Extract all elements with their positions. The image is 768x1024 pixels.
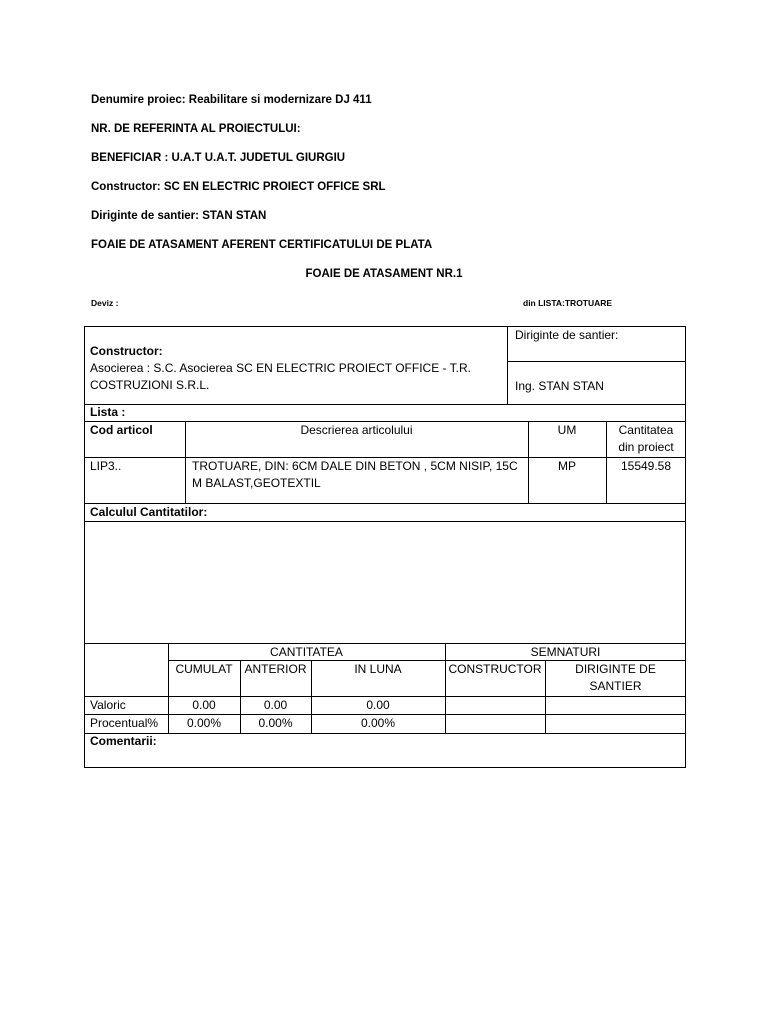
- col-header-descriere: Descrierea articolului: [300, 423, 413, 437]
- table-constructor-line2: COSTRUZIONI S.R.L.: [90, 378, 210, 392]
- valoric-anterior: 0.00: [263, 698, 288, 712]
- reference-number-label: NR. DE REFERINTA AL PROIECTULUI:: [91, 123, 301, 135]
- constructor-label: Constructor:: [91, 181, 161, 193]
- procentual-cumulat: 0.00%: [186, 716, 222, 730]
- col-header-cod: Cod articol: [90, 423, 153, 437]
- constructor-value: SC EN ELECTRIC PROIECT OFFICE SRL: [163, 181, 386, 193]
- col-header-um: UM: [557, 423, 577, 437]
- procentual-in-luna: 0.00%: [360, 716, 396, 730]
- sig-constructor-header: CONSTRUCTOR: [448, 662, 542, 676]
- sig-diriginte-header-line1: DIRIGINTE DE: [575, 662, 656, 676]
- valoric-cumulat: 0.00: [192, 698, 216, 712]
- col-header-cantitate-line2: din proiect: [618, 440, 674, 454]
- cantitatea-header: CANTITATEA: [270, 645, 343, 659]
- deviz-label: Deviz :: [91, 298, 119, 308]
- diriginte-line: [91, 210, 266, 222]
- comentarii-label: Comentarii:: [90, 734, 157, 748]
- sheet-number-title: FOAIE DE ATASAMENT NR.1: [305, 268, 463, 280]
- table-constructor-line1: Asocierea : S.C. Asocierea SC EN ELECTRIC PROIECT OFFICE - T.R.: [90, 361, 471, 375]
- cumulat-header: CUMULAT: [175, 662, 233, 676]
- diriginte-value: STAN STAN: [202, 210, 267, 222]
- lista-reference: din LISTA:TROTUARE: [523, 298, 613, 308]
- beneficiary-line: [91, 152, 345, 164]
- col-header-cantitate-line1: Cantitatea: [618, 423, 674, 437]
- calcul-cantitati-label: Calculul Cantitatilor:: [90, 505, 208, 519]
- anterior-header: ANTERIOR: [244, 662, 307, 676]
- beneficiary-label: BENEFICIAR :: [91, 152, 169, 164]
- beneficiary-value: U.A.T U.A.T. JUDETUL GIURGIU: [171, 152, 346, 164]
- table-constructor-title: Constructor:: [90, 344, 163, 358]
- project-value: Reabilitare si modernizare DJ 411: [188, 94, 372, 106]
- diriginte-label: Diriginte de santier:: [91, 210, 199, 222]
- sig-diriginte-header-line2: SANTIER: [589, 679, 642, 693]
- lista-label: Lista :: [90, 405, 126, 419]
- procentual-label: Procentual%: [90, 716, 159, 730]
- table-diriginte-title: Diriginte de santier:: [515, 328, 619, 342]
- article-description-line2: M BALAST,GEOTEXTIL: [192, 476, 321, 490]
- article-description-line1: TROTUARE, DIN: 6CM DALE DIN BETON , 5CM NISIP, 15C: [192, 459, 518, 473]
- semnaturi-header: SEMNATURI: [530, 645, 601, 659]
- article-um: MP: [558, 459, 576, 473]
- in-luna-header: IN LUNA: [354, 662, 402, 676]
- project-name-line: [91, 94, 372, 106]
- article-quantity: 15549.58: [620, 459, 672, 473]
- sheet-heading: FOAIE DE ATASAMENT AFERENT CERTIFICATULUI DE PLATA: [91, 239, 433, 251]
- constructor-line: [91, 181, 386, 193]
- valoric-in-luna: 0.00: [366, 698, 390, 712]
- valoric-label: Valoric: [90, 698, 126, 712]
- table-diriginte-name: Ing. STAN STAN: [515, 379, 604, 393]
- project-label: Denumire proiec:: [91, 94, 186, 106]
- article-code: LIP3..: [90, 459, 122, 473]
- procentual-anterior: 0.00%: [258, 716, 293, 730]
